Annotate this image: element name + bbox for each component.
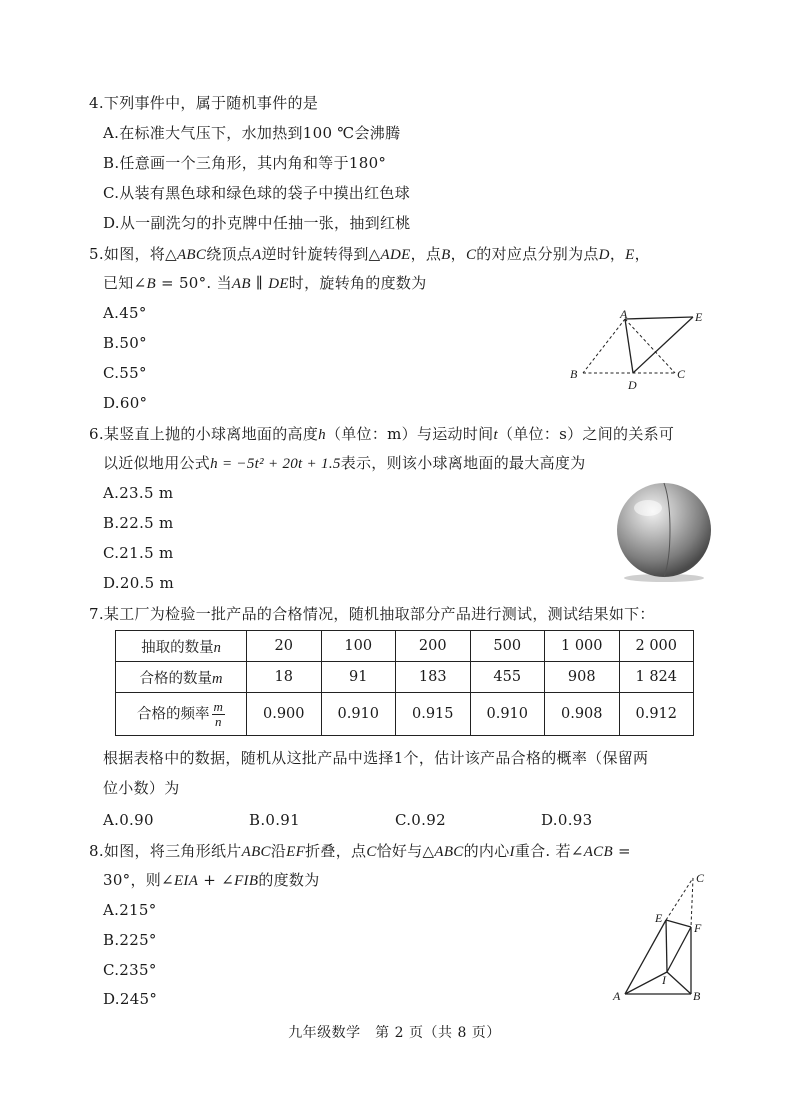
table-header-passed: 合格的数量m <box>116 662 247 693</box>
table-cell: 0.915 <box>396 693 471 736</box>
q7-after-line2: 位小数）为 <box>103 779 180 797</box>
q5-stem-line2: 已知∠B = 50°. 当AB ∥ DE时，旋转角的度数为 <box>103 274 427 292</box>
table-cell: 0.910 <box>470 693 545 736</box>
table-cell: 200 <box>396 631 471 662</box>
q4-option-d: D.从一副洗匀的扑克牌中任抽一张，抽到红桃 <box>103 214 411 232</box>
table-cell: 0.910 <box>321 693 396 736</box>
q8-label-f: F <box>694 921 702 935</box>
table-cell: 0.912 <box>619 693 694 736</box>
table-cell: 18 <box>247 662 322 693</box>
q8-option-b: B.225° <box>103 931 157 949</box>
q5-label-a: A <box>620 307 628 321</box>
table-header-frequency: 合格的频率 $\frac{m}{n}$ <box>116 693 247 736</box>
q5-option-a: A.45° <box>103 304 147 322</box>
q7-after-line1: 根据表格中的数据，随机从这批产品中选择1个，估计该产品合格的概率（保留两 <box>103 749 649 767</box>
q6-stem-line1: 6.某竖直上抛的小球离地面的高度h（单位：m）与运动时间t（单位：s）之间的关系可 <box>89 425 675 443</box>
q8-option-a: A.215° <box>103 901 157 919</box>
table-cell: 500 <box>470 631 545 662</box>
table-cell: 100 <box>321 631 396 662</box>
q4-option-b: B.任意画一个三角形，其内角和等于180° <box>103 154 387 172</box>
q6-option-c: C.21.5 m <box>103 544 174 562</box>
q8-label-b: B <box>693 989 701 1003</box>
table-cell: 183 <box>396 662 471 693</box>
q5-label-d: D <box>628 378 637 392</box>
q8-stem-line1: 8.如图，将三角形纸片ABC沿EF折叠，点C恰好与△ABC的内心I重合. 若∠ACB = <box>89 842 631 860</box>
table-cell: 0.900 <box>247 693 322 736</box>
table-cell: 2 000 <box>619 631 694 662</box>
q7-stem: 7.某工厂为检验一批产品的合格情况，随机抽取部分产品进行测试，测试结果如下： <box>89 605 655 623</box>
q7-option-d: D.0.93 <box>541 811 593 829</box>
q8-label-c: C <box>696 871 705 885</box>
q5-option-b: B.50° <box>103 334 147 352</box>
q4-option-c: C.从装有黑色球和绿色球的袋子中摸出红色球 <box>103 184 411 202</box>
table-row <box>116 662 694 693</box>
q5-option-d: D.60° <box>103 394 148 412</box>
q8-option-c: C.235° <box>103 961 157 979</box>
q8-label-a: A <box>613 989 621 1003</box>
q6-option-d: D.20.5 m <box>103 574 175 592</box>
q8-fold-figure <box>605 866 725 1010</box>
table-cell: 1 000 <box>545 631 620 662</box>
page-footer: 九年级数学 第 2 页（共 8 页） <box>288 1025 501 1041</box>
table-cell: 20 <box>247 631 322 662</box>
frequency-fraction: $\frac{m}{n}$ <box>213 698 223 729</box>
q5-label-b: B <box>570 367 578 381</box>
q5-rotation-figure <box>565 305 710 400</box>
q5-label-c: C <box>677 367 686 381</box>
q4-stem: 4.下列事件中，属于随机事件的是 <box>89 94 319 112</box>
table-row <box>116 693 694 736</box>
q5-option-c: C.55° <box>103 364 147 382</box>
q6-option-a: A.23.5 m <box>103 484 174 502</box>
table-cell: 0.908 <box>545 693 620 736</box>
q8-stem-line2: 30°，则∠EIA + ∠FIB的度数为 <box>103 871 320 889</box>
table-row <box>116 631 694 662</box>
q7-option-a: A.0.90 <box>103 811 154 829</box>
q7-option-b: B.0.91 <box>249 811 300 829</box>
table-cell: 455 <box>470 662 545 693</box>
table-cell: 1 824 <box>619 662 694 693</box>
table-cell: 91 <box>321 662 396 693</box>
q4-option-a: A.在标准大气压下，水加热到100 ℃会沸腾 <box>103 124 401 142</box>
table-header-count: 抽取的数量n <box>116 631 247 662</box>
table-cell: 908 <box>545 662 620 693</box>
q8-option-d: D.245° <box>103 990 158 1008</box>
ball-image <box>612 480 716 584</box>
q7-option-c: C.0.92 <box>395 811 446 829</box>
q5-stem-line1: 5.如图，将△ABC绕顶点A逆时针旋转得到△ADE，点B，C的对应点分别为点D，E， <box>89 245 650 263</box>
q5-label-e: E <box>695 310 703 324</box>
q6-stem-line2: 以近似地用公式h = −5t² + 20t + 1.5表示，则该小球离地面的最大高度为 <box>103 454 586 472</box>
q6-option-b: B.22.5 m <box>103 514 174 532</box>
q7-results-table <box>115 630 694 736</box>
q8-label-i: I <box>662 973 666 987</box>
q8-label-e: E <box>655 911 663 925</box>
